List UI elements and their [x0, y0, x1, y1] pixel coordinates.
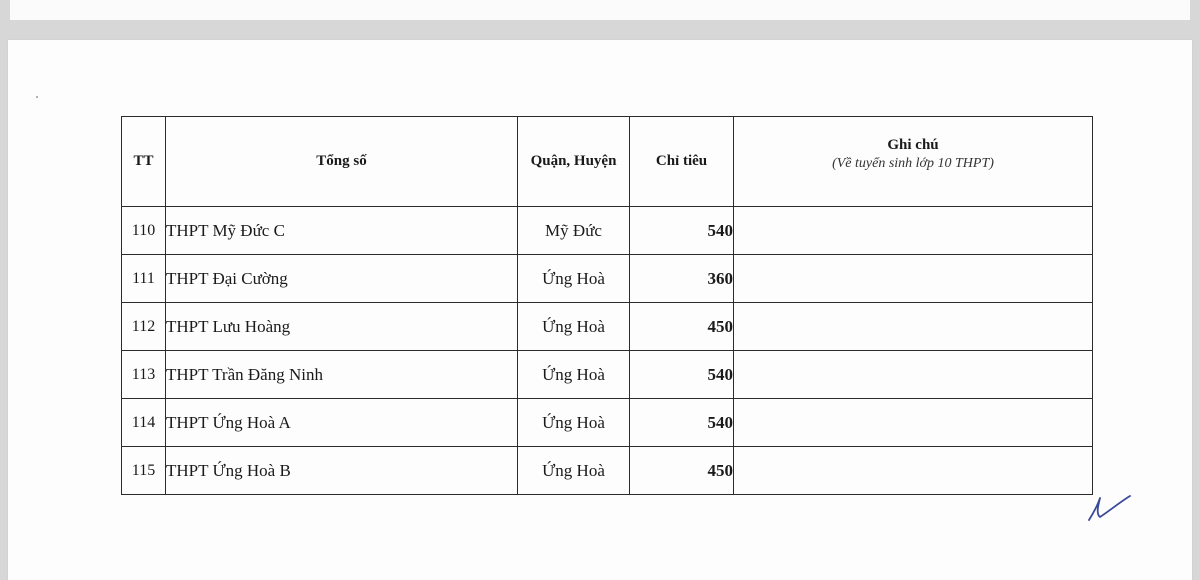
signature-stroke [1089, 496, 1130, 520]
row-note [734, 447, 1093, 495]
row-tt: 114 [122, 399, 166, 447]
row-note [734, 255, 1093, 303]
row-quota: 450 [630, 303, 734, 351]
school-quota-table [121, 116, 1093, 495]
header-note-subtitle: (Về tuyển sinh lớp 10 THPT) [832, 156, 994, 172]
row-school-name: THPT Mỹ Đức C [166, 207, 518, 255]
table-header-row [122, 117, 1093, 207]
row-district: Ứng Hoà [518, 351, 630, 399]
row-school-name: THPT Đại Cường [166, 255, 518, 303]
row-school-name: THPT Ứng Hoà A [166, 399, 518, 447]
previous-page-edge [10, 0, 1190, 20]
row-quota: 360 [630, 255, 734, 303]
header-district: Quận, Huyện [518, 117, 630, 207]
initials-signature [1086, 490, 1132, 524]
row-quota: 540 [630, 207, 734, 255]
row-tt: 111 [122, 255, 166, 303]
table-row [122, 207, 1093, 255]
row-quota: 540 [630, 399, 734, 447]
row-note [734, 399, 1093, 447]
table-row [122, 447, 1093, 495]
row-school-name: THPT Lưu Hoàng [166, 303, 518, 351]
header-note-title: Ghi chú [887, 136, 939, 153]
row-quota: 450 [630, 447, 734, 495]
table-row [122, 303, 1093, 351]
row-district: Mỹ Đức [518, 207, 630, 255]
row-tt: 112 [122, 303, 166, 351]
row-note [734, 351, 1093, 399]
scan-speck [36, 96, 38, 98]
row-note [734, 303, 1093, 351]
table-row [122, 399, 1093, 447]
row-district: Ứng Hoà [518, 303, 630, 351]
header-name: Tổng số [166, 117, 518, 207]
row-school-name: THPT Trần Đăng Ninh [166, 351, 518, 399]
header-quota: Chỉ tiêu [630, 117, 734, 207]
row-note [734, 207, 1093, 255]
row-tt: 110 [122, 207, 166, 255]
table-row [122, 255, 1093, 303]
row-district: Ứng Hoà [518, 399, 630, 447]
header-note [734, 117, 1093, 207]
row-district: Ứng Hoà [518, 255, 630, 303]
row-tt: 115 [122, 447, 166, 495]
row-school-name: THPT Ứng Hoà B [166, 447, 518, 495]
row-quota: 540 [630, 351, 734, 399]
row-tt: 113 [122, 351, 166, 399]
table-row [122, 351, 1093, 399]
row-district: Ứng Hoà [518, 447, 630, 495]
header-tt: TT [122, 117, 166, 207]
